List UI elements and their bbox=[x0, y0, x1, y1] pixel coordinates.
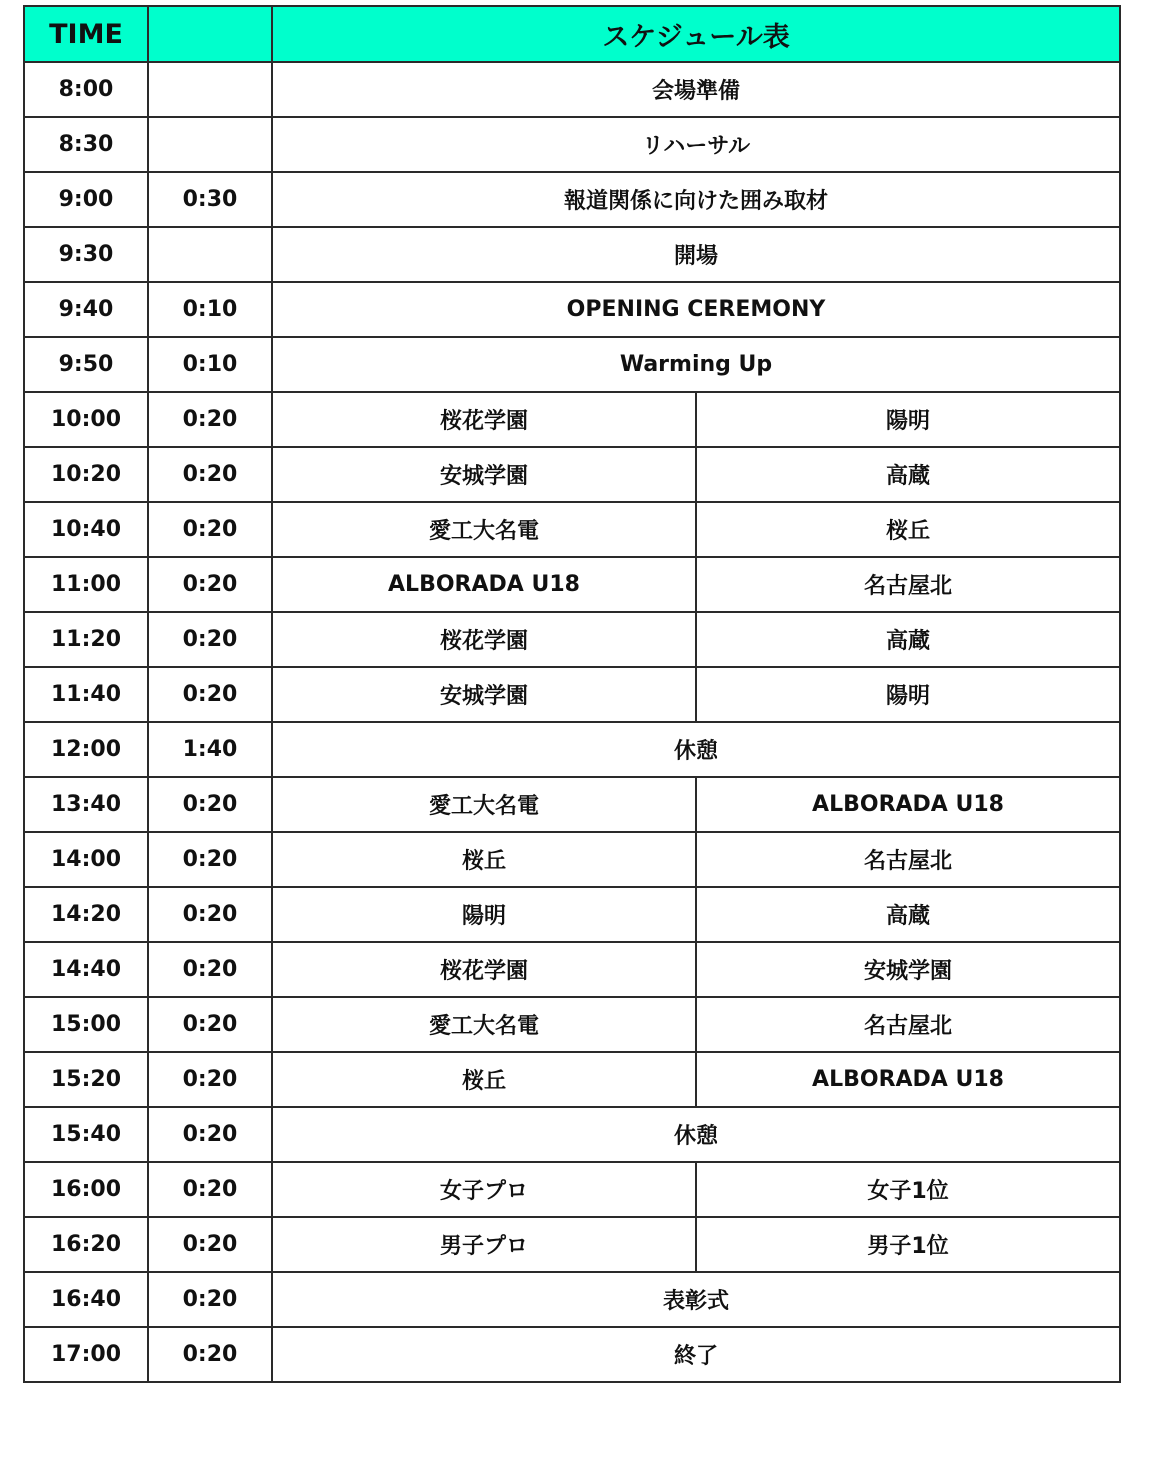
time-cell: 12:00 bbox=[24, 722, 148, 777]
team-a-cell: 桜花学園 bbox=[272, 612, 696, 667]
duration-cell: 0:10 bbox=[148, 337, 272, 392]
table-row bbox=[24, 612, 1120, 667]
time-cell: 16:20 bbox=[24, 1217, 148, 1272]
time-cell: 9:30 bbox=[24, 227, 148, 282]
duration-cell: 0:20 bbox=[148, 1217, 272, 1272]
duration-cell: 0:10 bbox=[148, 282, 272, 337]
table-row bbox=[24, 172, 1120, 227]
table-row bbox=[24, 1052, 1120, 1107]
duration-cell: 0:20 bbox=[148, 612, 272, 667]
duration-cell bbox=[148, 117, 272, 172]
team-b-cell: 桜丘 bbox=[696, 502, 1120, 557]
duration-cell: 0:20 bbox=[148, 447, 272, 502]
table-row bbox=[24, 667, 1120, 722]
duration-cell: 0:20 bbox=[148, 777, 272, 832]
duration-cell: 0:20 bbox=[148, 1052, 272, 1107]
table-row bbox=[24, 227, 1120, 282]
time-cell: 8:30 bbox=[24, 117, 148, 172]
duration-cell: 0:20 bbox=[148, 557, 272, 612]
time-cell: 10:40 bbox=[24, 502, 148, 557]
time-cell: 10:20 bbox=[24, 447, 148, 502]
duration-cell: 0:20 bbox=[148, 997, 272, 1052]
time-cell: 14:40 bbox=[24, 942, 148, 997]
time-cell: 11:00 bbox=[24, 557, 148, 612]
team-b-cell: 名古屋北 bbox=[696, 832, 1120, 887]
duration-cell: 0:20 bbox=[148, 1272, 272, 1327]
table-row bbox=[24, 557, 1120, 612]
team-a-cell: 愛工大名電 bbox=[272, 502, 696, 557]
time-cell: 9:50 bbox=[24, 337, 148, 392]
team-a-cell: 男子プロ bbox=[272, 1217, 696, 1272]
table-row bbox=[24, 1272, 1120, 1327]
duration-cell: 0:30 bbox=[148, 172, 272, 227]
event-cell: リハーサル bbox=[272, 117, 1120, 172]
time-cell: 9:40 bbox=[24, 282, 148, 337]
table-row bbox=[24, 392, 1120, 447]
team-b-cell: 安城学園 bbox=[696, 942, 1120, 997]
duration-cell bbox=[148, 62, 272, 117]
team-a-cell: 安城学園 bbox=[272, 667, 696, 722]
event-cell: OPENING CEREMONY bbox=[272, 282, 1120, 337]
table-row bbox=[24, 62, 1120, 117]
table-row bbox=[24, 1162, 1120, 1217]
time-cell: 15:20 bbox=[24, 1052, 148, 1107]
duration-cell: 0:20 bbox=[148, 942, 272, 997]
team-b-cell: ALBORADA U18 bbox=[696, 1052, 1120, 1107]
time-cell: 16:00 bbox=[24, 1162, 148, 1217]
team-b-cell: 男子1位 bbox=[696, 1217, 1120, 1272]
team-b-cell: 名古屋北 bbox=[696, 997, 1120, 1052]
time-column-header: TIME bbox=[24, 6, 148, 62]
duration-cell: 0:20 bbox=[148, 832, 272, 887]
event-cell: 休憩 bbox=[272, 1107, 1120, 1162]
team-a-cell: 陽明 bbox=[272, 887, 696, 942]
table-row bbox=[24, 722, 1120, 777]
schedule-title: スケジュール表 bbox=[272, 6, 1120, 62]
team-a-cell: 桜花学園 bbox=[272, 942, 696, 997]
schedule-body bbox=[24, 62, 1120, 1382]
time-cell: 14:00 bbox=[24, 832, 148, 887]
team-a-cell: 桜花学園 bbox=[272, 392, 696, 447]
time-cell: 11:20 bbox=[24, 612, 148, 667]
team-a-cell: ALBORADA U18 bbox=[272, 557, 696, 612]
table-row bbox=[24, 337, 1120, 392]
table-row bbox=[24, 447, 1120, 502]
table-row bbox=[24, 777, 1120, 832]
time-cell: 14:20 bbox=[24, 887, 148, 942]
event-cell: 開場 bbox=[272, 227, 1120, 282]
time-cell: 15:00 bbox=[24, 997, 148, 1052]
event-cell: 休憩 bbox=[272, 722, 1120, 777]
table-row bbox=[24, 887, 1120, 942]
team-a-cell: 安城学園 bbox=[272, 447, 696, 502]
time-cell: 13:40 bbox=[24, 777, 148, 832]
table-row bbox=[24, 997, 1120, 1052]
duration-cell: 0:20 bbox=[148, 392, 272, 447]
team-a-cell: 女子プロ bbox=[272, 1162, 696, 1217]
duration-cell: 0:20 bbox=[148, 887, 272, 942]
team-b-cell: 陽明 bbox=[696, 392, 1120, 447]
time-cell: 17:00 bbox=[24, 1327, 148, 1382]
event-cell: Warming Up bbox=[272, 337, 1120, 392]
team-b-cell: ALBORADA U18 bbox=[696, 777, 1120, 832]
event-cell: 報道関係に向けた囲み取材 bbox=[272, 172, 1120, 227]
team-b-cell: 高蔵 bbox=[696, 447, 1120, 502]
duration-cell bbox=[148, 227, 272, 282]
schedule-table bbox=[23, 5, 1121, 1383]
duration-cell: 0:20 bbox=[148, 1107, 272, 1162]
table-row bbox=[24, 1107, 1120, 1162]
time-cell: 8:00 bbox=[24, 62, 148, 117]
team-a-cell: 愛工大名電 bbox=[272, 997, 696, 1052]
table-row bbox=[24, 832, 1120, 887]
time-cell: 11:40 bbox=[24, 667, 148, 722]
team-b-cell: 高蔵 bbox=[696, 887, 1120, 942]
duration-cell: 0:20 bbox=[148, 502, 272, 557]
team-a-cell: 桜丘 bbox=[272, 1052, 696, 1107]
table-row bbox=[24, 117, 1120, 172]
duration-cell: 0:20 bbox=[148, 667, 272, 722]
table-row bbox=[24, 282, 1120, 337]
duration-column-header bbox=[148, 6, 272, 62]
event-cell: 会場準備 bbox=[272, 62, 1120, 117]
duration-cell: 0:20 bbox=[148, 1162, 272, 1217]
header-row bbox=[24, 6, 1120, 62]
time-cell: 10:00 bbox=[24, 392, 148, 447]
table-row bbox=[24, 1327, 1120, 1382]
duration-cell: 0:20 bbox=[148, 1327, 272, 1382]
duration-cell: 1:40 bbox=[148, 722, 272, 777]
team-b-cell: 高蔵 bbox=[696, 612, 1120, 667]
team-a-cell: 愛工大名電 bbox=[272, 777, 696, 832]
team-b-cell: 女子1位 bbox=[696, 1162, 1120, 1217]
table-row bbox=[24, 502, 1120, 557]
time-cell: 16:40 bbox=[24, 1272, 148, 1327]
table-row bbox=[24, 942, 1120, 997]
team-a-cell: 桜丘 bbox=[272, 832, 696, 887]
event-cell: 表彰式 bbox=[272, 1272, 1120, 1327]
time-cell: 15:40 bbox=[24, 1107, 148, 1162]
event-cell: 終了 bbox=[272, 1327, 1120, 1382]
table-row bbox=[24, 1217, 1120, 1272]
team-b-cell: 陽明 bbox=[696, 667, 1120, 722]
time-cell: 9:00 bbox=[24, 172, 148, 227]
team-b-cell: 名古屋北 bbox=[696, 557, 1120, 612]
